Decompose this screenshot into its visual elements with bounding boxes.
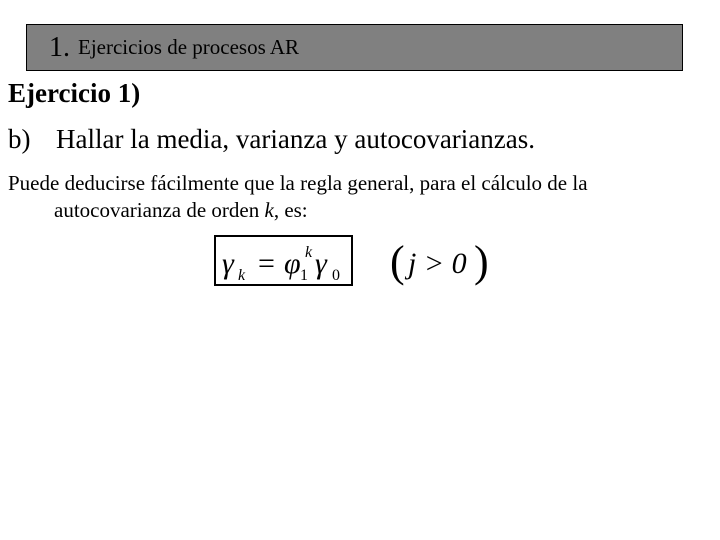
exercise-heading: Ejercicio 1) [8,78,141,108]
variable-k: k [264,198,274,222]
condition-left-paren: ( [390,237,405,286]
paragraph-end: , es: [273,198,308,222]
formula-gamma-0: γ [315,247,327,280]
section-number: 1. [49,31,70,63]
list-marker: b) [8,124,31,154]
condition-expression [390,236,495,286]
list-item-b [8,124,535,155]
condition-right-paren: ) [474,237,489,286]
section-banner [26,24,683,71]
formula-phi: φ [284,247,301,280]
formula-sub-k: k [238,267,246,284]
formula-box [214,235,353,286]
section-title: Ejercicios de procesos AR [78,35,300,59]
explanation-paragraph [8,170,708,224]
list-item-text: Hallar la media, varianza y autocovarianzas. [56,124,535,154]
condition [390,236,495,286]
formula-equals: = [258,247,275,280]
autocovariance-formula [216,237,351,284]
formula-gamma: γ [222,247,234,280]
paragraph-line-2 [8,197,708,224]
formula-sup-k: k [305,244,313,261]
formula-sub-1: 1 [300,267,308,284]
paragraph-text: autocovarianza de orden [54,198,265,222]
condition-expr: j > 0 [408,247,467,280]
paragraph-line-1: Puede deducirse fácilmente que la regla general, para el cálculo de la [8,171,588,195]
formula-sub-0: 0 [332,267,340,284]
